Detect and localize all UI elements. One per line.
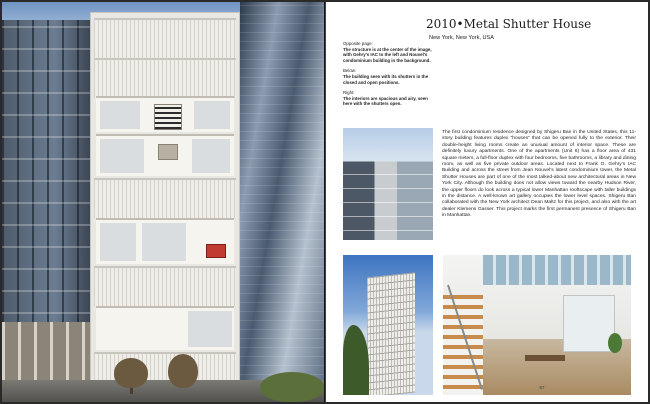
caption-text: The structure is at the center of the image, with Gehry's IAC to the left and Nouvel's condominium building in the background. (343, 46, 432, 63)
room-window (194, 101, 230, 129)
photo-shutters-open (343, 255, 433, 395)
metal-shutter-house-facade (90, 12, 240, 402)
red-furniture (206, 244, 226, 258)
caption-heading: Below: (343, 68, 357, 74)
tree (343, 325, 369, 395)
caption-heading: Opposite page: (343, 41, 373, 46)
nouvel-tower-glass (240, 2, 324, 402)
street-tree (260, 372, 324, 402)
artwork (158, 144, 178, 160)
photo-interior (443, 255, 631, 395)
facade-floor (94, 178, 236, 218)
photo-shutters-closed (343, 128, 433, 240)
body-text: The first condominium residence designed by Shigeru Ban in the United States, this 11-story building features duplex “houses” that can be opened fully to the exterior. Their double-height living rooms create an unusual amount of interior space. These are definitely luxury apartments. One of the apartments (Unit 6) has a floor area of 431 square meters, a full-floor duplex with four bedrooms, five bathrooms, a library and dining room, as well as five private outdoor areas. Located next to Frank O. Gehry’s IAC Building and across the street from Jean Nouvel’s latest condominium tower, the Metal Shutter Houses are part of one of the most talked-about new architectural areas in New York City. Although the building does not allow views toward the nearby Hudson River, the upper floors do look across a typical lower Manhattan rooftscape with taller buildings in the distance. A well-known art gallery occupies the lower level spaces. Shigeru Ban collaborated with the New York architect Dean Maltz for this project, and also with the art dealer Klemens Gasser. This project marks the first permanent presence of Shigeru Ban in Manhattan. (442, 130, 636, 219)
caption-heading: Right: (343, 90, 355, 96)
room-window (100, 101, 140, 129)
text-page (326, 2, 648, 402)
room-window (142, 223, 186, 261)
facade-floor (94, 266, 236, 306)
facade-floor (94, 58, 236, 98)
facade-floor (94, 18, 236, 58)
building-photo (2, 2, 324, 402)
skylight (483, 255, 631, 285)
open-room (96, 96, 234, 132)
open-room (96, 134, 234, 176)
room-window (188, 311, 232, 347)
caption-text: The building seen with its shutters in the closed and open positions. (343, 73, 429, 85)
room-window (192, 139, 230, 173)
potted-plant (608, 333, 622, 353)
facade-tower (367, 272, 415, 395)
dining-table (525, 355, 565, 361)
street-tree (168, 354, 198, 388)
location-subtitle: New York, New York, USA (429, 35, 494, 41)
caption-text: The interiors are spacious and airy, seen here with the shutters open. (343, 95, 428, 107)
page-number: 87 (539, 385, 545, 390)
open-room (96, 218, 234, 264)
room-window (100, 139, 144, 173)
page-title: 2010•Metal Shutter House (426, 17, 592, 31)
room-window (100, 223, 136, 261)
open-room (96, 306, 234, 350)
street-tree (114, 358, 148, 388)
artwork (154, 104, 182, 130)
captions (343, 41, 433, 112)
